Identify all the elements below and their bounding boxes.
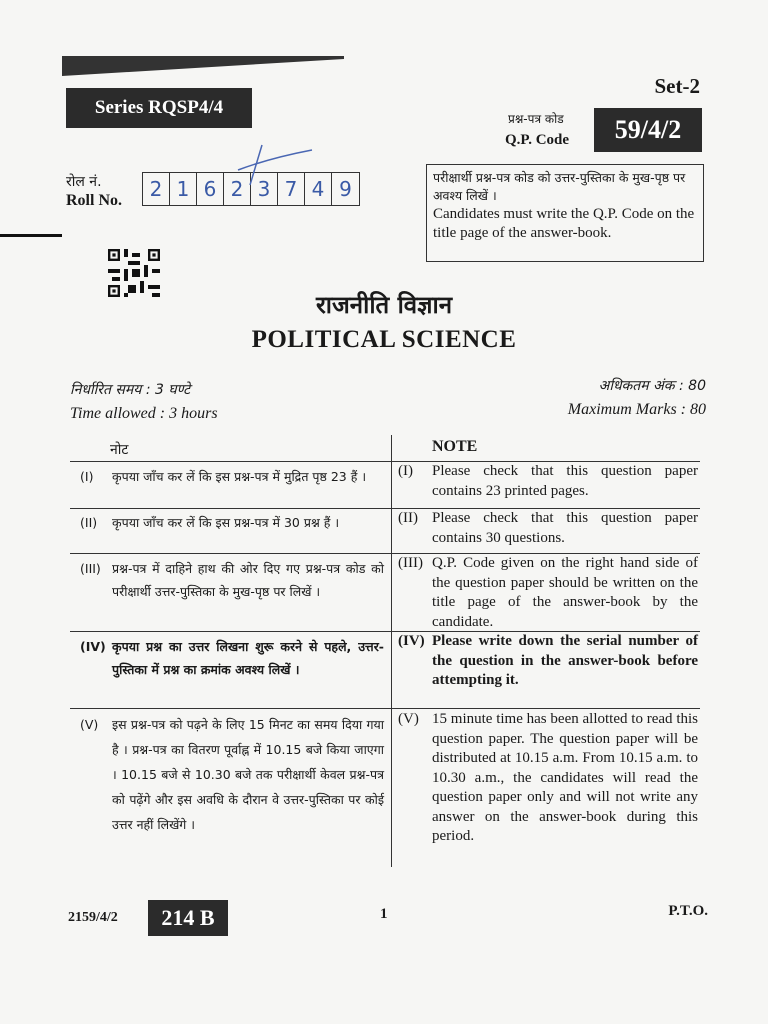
max-marks-hindi: अधिकतम अंक : 80: [598, 378, 706, 394]
roll-label-hindi: रोल नं.: [66, 174, 102, 190]
note-text-hindi: कृपया जाँच कर लें कि इस प्रश्न-पत्र में मुद्रित पृष्ठ 23 हैं ।: [112, 469, 367, 484]
column-divider: [391, 435, 392, 867]
subject-title-english: POLITICAL SCIENCE: [251, 326, 517, 353]
roll-digit: 4: [305, 173, 332, 205]
note-number: (V): [398, 711, 419, 727]
note-item-hindi: [80, 712, 384, 837]
note-item-english: [398, 554, 698, 632]
qp-code-badge: 59/4/2: [594, 108, 702, 152]
qp-code-label-english: Q.P. Code: [505, 132, 570, 148]
note-number: (II): [80, 515, 98, 530]
note-item-hindi: [80, 635, 384, 681]
note-number: (IV): [398, 633, 425, 649]
note-number: (I): [398, 463, 413, 479]
instruction-english: Candidates must write the Q.P. Code on the title page of the answer-book.: [433, 206, 695, 241]
note-number: (II): [398, 510, 418, 526]
note-text-hindi: कृपया प्रश्न का उत्तर लिखना शुरू करने से पहले, उत्तर-पुस्तिका में प्रश्न का क्रमांक अवश्य लिखें ।: [112, 639, 384, 677]
note-item-english: [398, 509, 698, 548]
note-item-hindi: [80, 557, 384, 603]
roll-label-english: Roll No.: [66, 192, 122, 209]
roll-digit: 2: [143, 173, 170, 205]
note-text-hindi: प्रश्न-पत्र में दाहिने हाथ की ओर दिए गए प्रश्न-पत्र कोड को परीक्षार्थी उत्तर-पुस्तिका के मुख-पृष्ठ पर लिखें ।: [112, 561, 384, 599]
instruction-hindi: परीक्षार्थी प्रश्न-पत्र कोड को उत्तर-पुस्तिका के मुख-पृष्ठ पर अवश्य लिखें ।: [433, 170, 686, 203]
pen-scribble-mark: [230, 140, 320, 190]
qp-code-instruction-box: [426, 164, 704, 262]
note-text-english: Please check that this question paper contains 30 questions.: [432, 510, 698, 546]
note-number: (IV): [80, 639, 106, 654]
note-text-english: Please check that this question paper contains 23 printed pages.: [432, 463, 698, 499]
roll-digit: 7: [278, 173, 305, 205]
page-number: 1: [380, 906, 388, 922]
note-item-english: [398, 710, 698, 847]
subject-title-hindi: राजनीति विज्ञान: [315, 291, 453, 319]
note-item-english: [398, 462, 698, 501]
note-text-hindi: इस प्रश्न-पत्र को पढ़ने के लिए 15 मिनट का समय दिया गया है । प्रश्न-पत्र का वितरण पूर्वाह्न में 10.15 बजे किया जाएगा । 10.15 बजे से 10.30 बजे तक परीक्षार्थी केवल प्रश्न-पत्र को पढ़ेंगे और इस अवधि के दौरान वे उत्तर-पुस्तिका पर कोई उत्तर नहीं लिखेंगे ।: [112, 717, 384, 832]
note-heading-hindi: नोट: [110, 442, 129, 458]
series-badge: Series RQSP4/4: [66, 88, 252, 128]
max-marks-english: Maximum Marks : 80: [567, 401, 706, 418]
note-text-hindi: कृपया जाँच कर लें कि इस प्रश्न-पत्र में 30 प्रश्न हैं ।: [112, 515, 340, 530]
roll-digit: 1: [170, 173, 197, 205]
note-item-hindi: [80, 465, 384, 488]
note-item-hindi: [80, 511, 384, 534]
note-number: (III): [80, 561, 101, 576]
roll-digit: 2: [224, 173, 251, 205]
time-allowed-english: Time allowed : 3 hours: [70, 405, 218, 422]
roll-digit: 6: [197, 173, 224, 205]
note-number: (III): [398, 555, 423, 571]
top-decorative-bar: [62, 56, 344, 76]
note-number: (I): [80, 469, 94, 484]
note-text-english: Please write down the serial number of the question in the answer-book before attempting it.: [432, 633, 698, 688]
note-item-english: [398, 632, 698, 691]
set-label: Set-2: [654, 74, 700, 98]
note-text-english: Q.P. Code given on the right hand side of the question paper should be written on the title page of the answer-book by the candidate.: [432, 555, 698, 630]
note-heading-english: NOTE: [432, 438, 478, 455]
paper-code: 2159/4/2: [68, 910, 118, 925]
qp-code-label-hindi: प्रश्न-पत्र कोड: [508, 112, 564, 126]
note-text-english: 15 minute time has been allotted to read this question paper. The question paper will be distributed at 10.15 a.m. From 10.15 a.m. to 10.30 a.m., the candidates will read the question paper only and will not write any answer on the answer-book during this period.: [432, 711, 698, 844]
paper-code-badge: 214 B: [148, 900, 228, 936]
roll-digit: 9: [339, 177, 352, 201]
row-divider: [70, 708, 700, 709]
margin-mark: [0, 234, 62, 237]
please-turn-over: P.T.O.: [668, 903, 708, 919]
time-allowed-hindi: निर्धारित समय : 3 घण्टे: [70, 382, 191, 398]
roll-digit: 3: [251, 173, 278, 205]
note-number: (V): [80, 717, 99, 732]
